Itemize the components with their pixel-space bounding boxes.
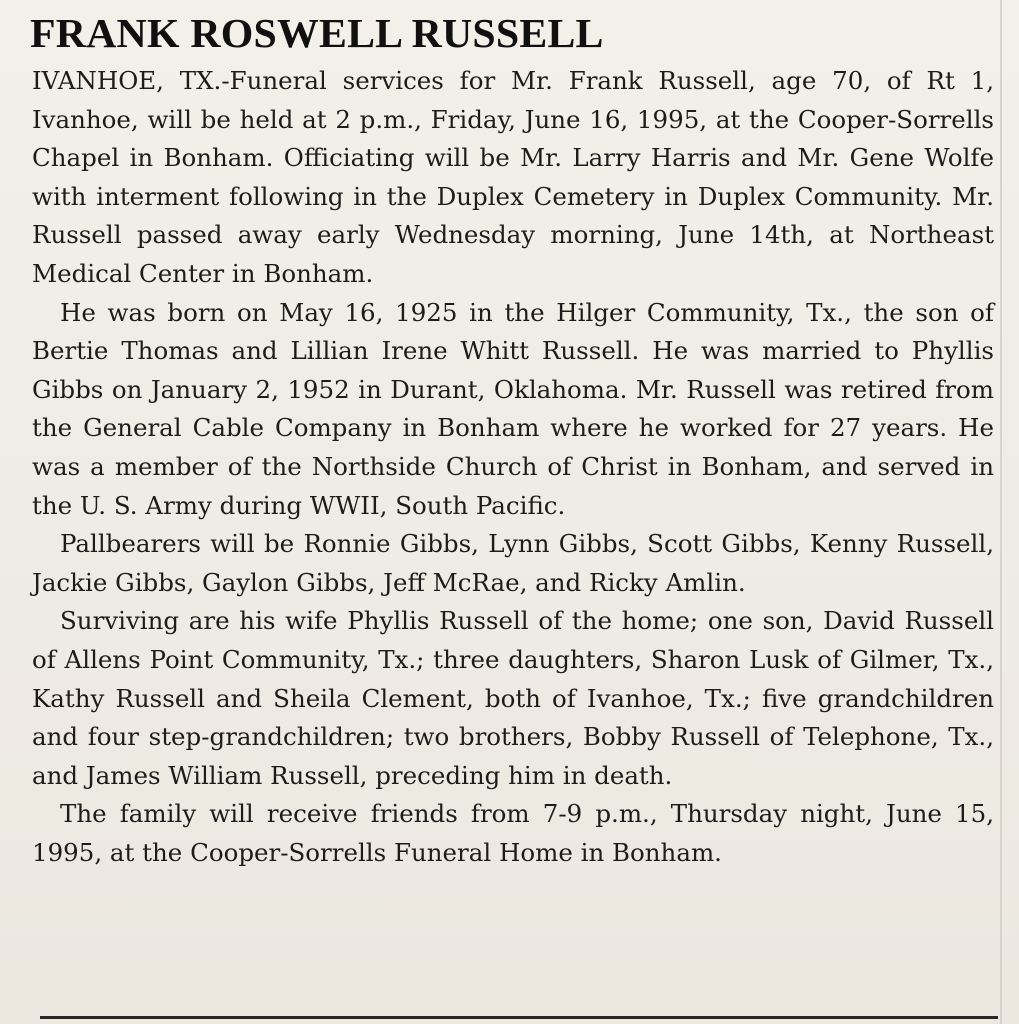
bottom-rule-divider [40,1016,998,1019]
right-edge-shadow [1000,0,1002,1024]
paragraph-biography: He was born on May 16, 1925 in the Hilger Community, Tx., the son of Bertie Thomas and Lillian Irene Whitt Russell. He was married to Phyllis Gibbs on January 2, 1952 in Durant, Oklahoma. Mr. Russell was retired from the General Cable Company in Bonham where he worked for 27 years. He was a member of the Northside Church of Christ in Bonham, and served in the U. S. Army during WWII, South Pacific. [32,297,994,520]
obituary-headline: FRANK ROSWELL RUSSELL [30,10,604,56]
paragraph-services: IVANHOE, TX.-Funeral services for Mr. Frank Russell, age 70, of Rt 1, Ivanhoe, will be held at 2 p.m., Friday, June 16, 1995, at the Cooper-Sorrells Chapel in Bonham. Officiating will be Mr. Larry Harris and Mr. Gene Wolfe with interment following in the Duplex Cemetery in Duplex Community. Mr. Russell passed away early Wednesday morning, June 14th, at Northeast Medical Center in Bonham. [32,66,994,288]
paragraph-visitation: The family will receive friends from 7-9 p.m., Thursday night, June 15, 1995, at the Cooper-Sorrells Funeral Home in Bonham. [32,799,994,867]
obituary-body [32,62,994,872]
paragraph-pallbearers: Pallbearers will be Ronnie Gibbs, Lynn Gibbs, Scott Gibbs, Kenny Russell, Jackie Gibbs, Gaylon Gibbs, Jeff McRae, and Ricky Amlin. [32,529,994,597]
paragraph-survivors: Surviving are his wife Phyllis Russell of the home; one son, David Russell of Allens Point Community, Tx.; three daughters, Sharon Lusk of Gilmer, Tx., Kathy Russell and Sheila Clement, both of Ivanhoe, Tx.; five grandchildren and four step-grandchildren; two brothers, Bobby Russell of Telephone, Tx., and James William Russell, preceding him in death. [32,606,994,790]
